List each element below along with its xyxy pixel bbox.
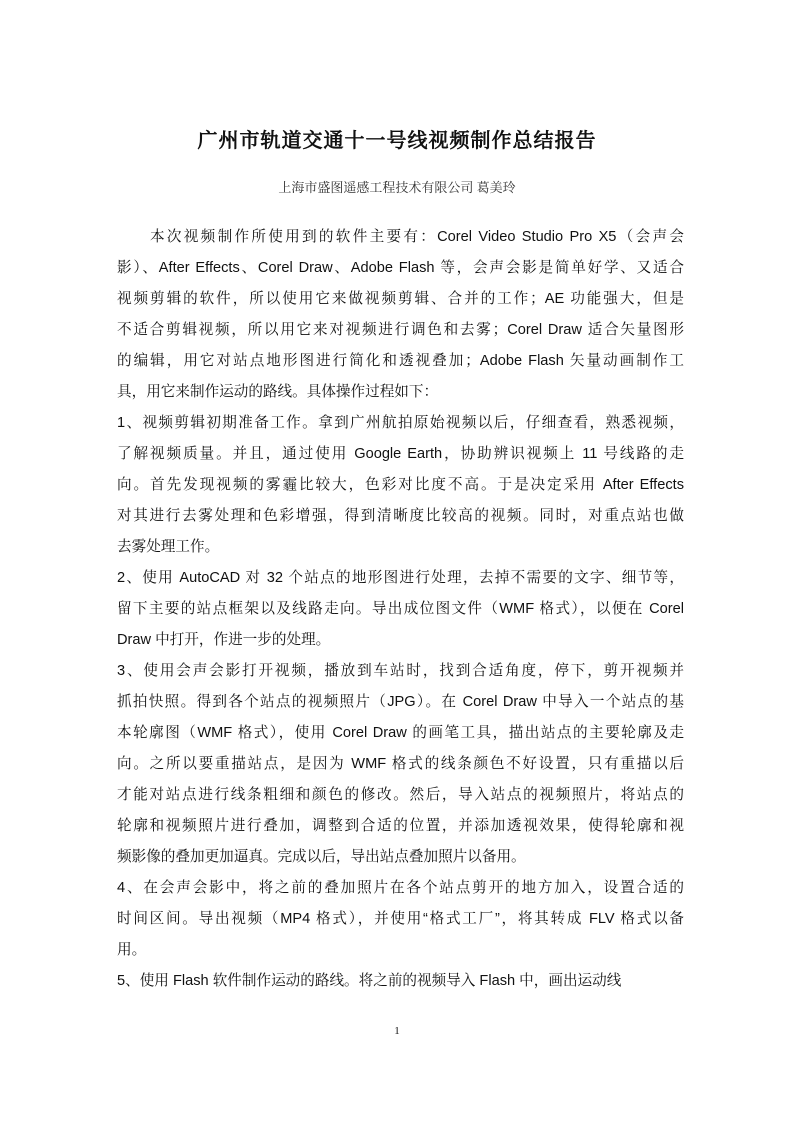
document-title: 广州市轨道交通十一号线视频制作总结报告 — [197, 128, 597, 152]
text-line: 4、在会声会影中，将之前的叠加照片在各个站点剪开的地方加入，设置合适的 — [117, 880, 684, 896]
page-number: 1 — [394, 1025, 400, 1037]
text-line: 对其进行去雾处理和色彩增强，得到清晰度比较高的视频。同时，对重点站也做 — [117, 508, 684, 524]
text-line: 本次视频制作所使用到的软件主要有：Corel Video Studio Pro X5（会声会 — [150, 229, 684, 245]
text-line: 本轮廓图（WMF 格式），使用 Corel Draw 的画笔工具，描出站点的主要轮廓及走 — [117, 725, 684, 741]
text-line: 时间区间。导出视频（MP4 格式），并使用“格式工厂”，将其转成 FLV 格式以备 — [117, 911, 684, 927]
text-line: 不适合剪辑视频，所以用它来对视频进行调色和去雾；Corel Draw 适合矢量图形 — [117, 322, 684, 338]
text-line: 频影像的叠加更加逼真。完成以后，导出站点叠加照片以备用。 — [117, 849, 526, 865]
text-line: 轮廓和视频照片进行叠加，调整到合适的位置，并添加透视效果，使得轮廓和视 — [117, 818, 684, 834]
paragraph — [117, 873, 684, 966]
text-line: 2、使用 AutoCAD 对 32 个站点的地形图进行处理，去掉不需要的文字、细节等， — [117, 570, 684, 586]
paragraph — [117, 966, 684, 997]
text-line: 了解视频质量。并且，通过使用 Google Earth，协助辨识视频上 11 号线路的走 — [117, 446, 684, 462]
paragraph — [117, 222, 684, 408]
text-line: Draw 中打开，作进一步的处理。 — [117, 632, 331, 648]
text-line: 用。 — [117, 942, 147, 958]
text-line: 向。之所以要重描站点，是因为 WMF 格式的线条颜色不好设置，只有重描以后 — [117, 756, 684, 772]
text-line: 向。首先发现视频的雾霾比较大，色彩对比度不高。于是决定采用 After Effects — [117, 477, 684, 493]
text-line: 1、视频剪辑初期准备工作。拿到广州航拍原始视频以后，仔细查看，熟悉视频， — [117, 415, 684, 431]
text-line: 的编辑，用它对站点地形图进行简化和透视叠加；Adobe Flash 矢量动画制作工 — [117, 353, 684, 369]
text-line: 才能对站点进行线条粗细和颜色的修改。然后，导入站点的视频照片，将站点的 — [117, 787, 684, 803]
text-line: 具，用它来制作运动的路线。具体操作过程如下： — [117, 384, 439, 400]
text-line: 视频剪辑的软件，所以使用它来做视频剪辑、合并的工作；AE 功能强大，但是 — [117, 291, 684, 307]
text-line: 5、使用 Flash 软件制作运动的路线。将之前的视频导入 Flash 中，画出运动线 — [117, 973, 622, 989]
paragraph — [117, 408, 684, 563]
text-line: 抓拍快照。得到各个站点的视频照片（JPG）。在 Corel Draw 中导入一个站点的基 — [117, 694, 684, 710]
text-line: 去雾处理工作。 — [117, 539, 220, 555]
document-body — [117, 222, 684, 997]
text-line: 影）、After Effects、Corel Draw、Adobe Flash 等，会声会影是简单好学、又适合 — [117, 260, 684, 276]
text-line: 留下主要的站点框架以及线路走向。导出成位图文件（WMF 格式），以便在 Corel — [117, 601, 684, 617]
paragraph — [117, 656, 684, 873]
paragraph — [117, 563, 684, 656]
author-line: 上海市盛图遥感工程技术有限公司 葛美玲 — [278, 180, 516, 195]
text-line: 3、使用会声会影打开视频，播放到车站时，找到合适角度，停下，剪开视频并 — [117, 663, 684, 679]
